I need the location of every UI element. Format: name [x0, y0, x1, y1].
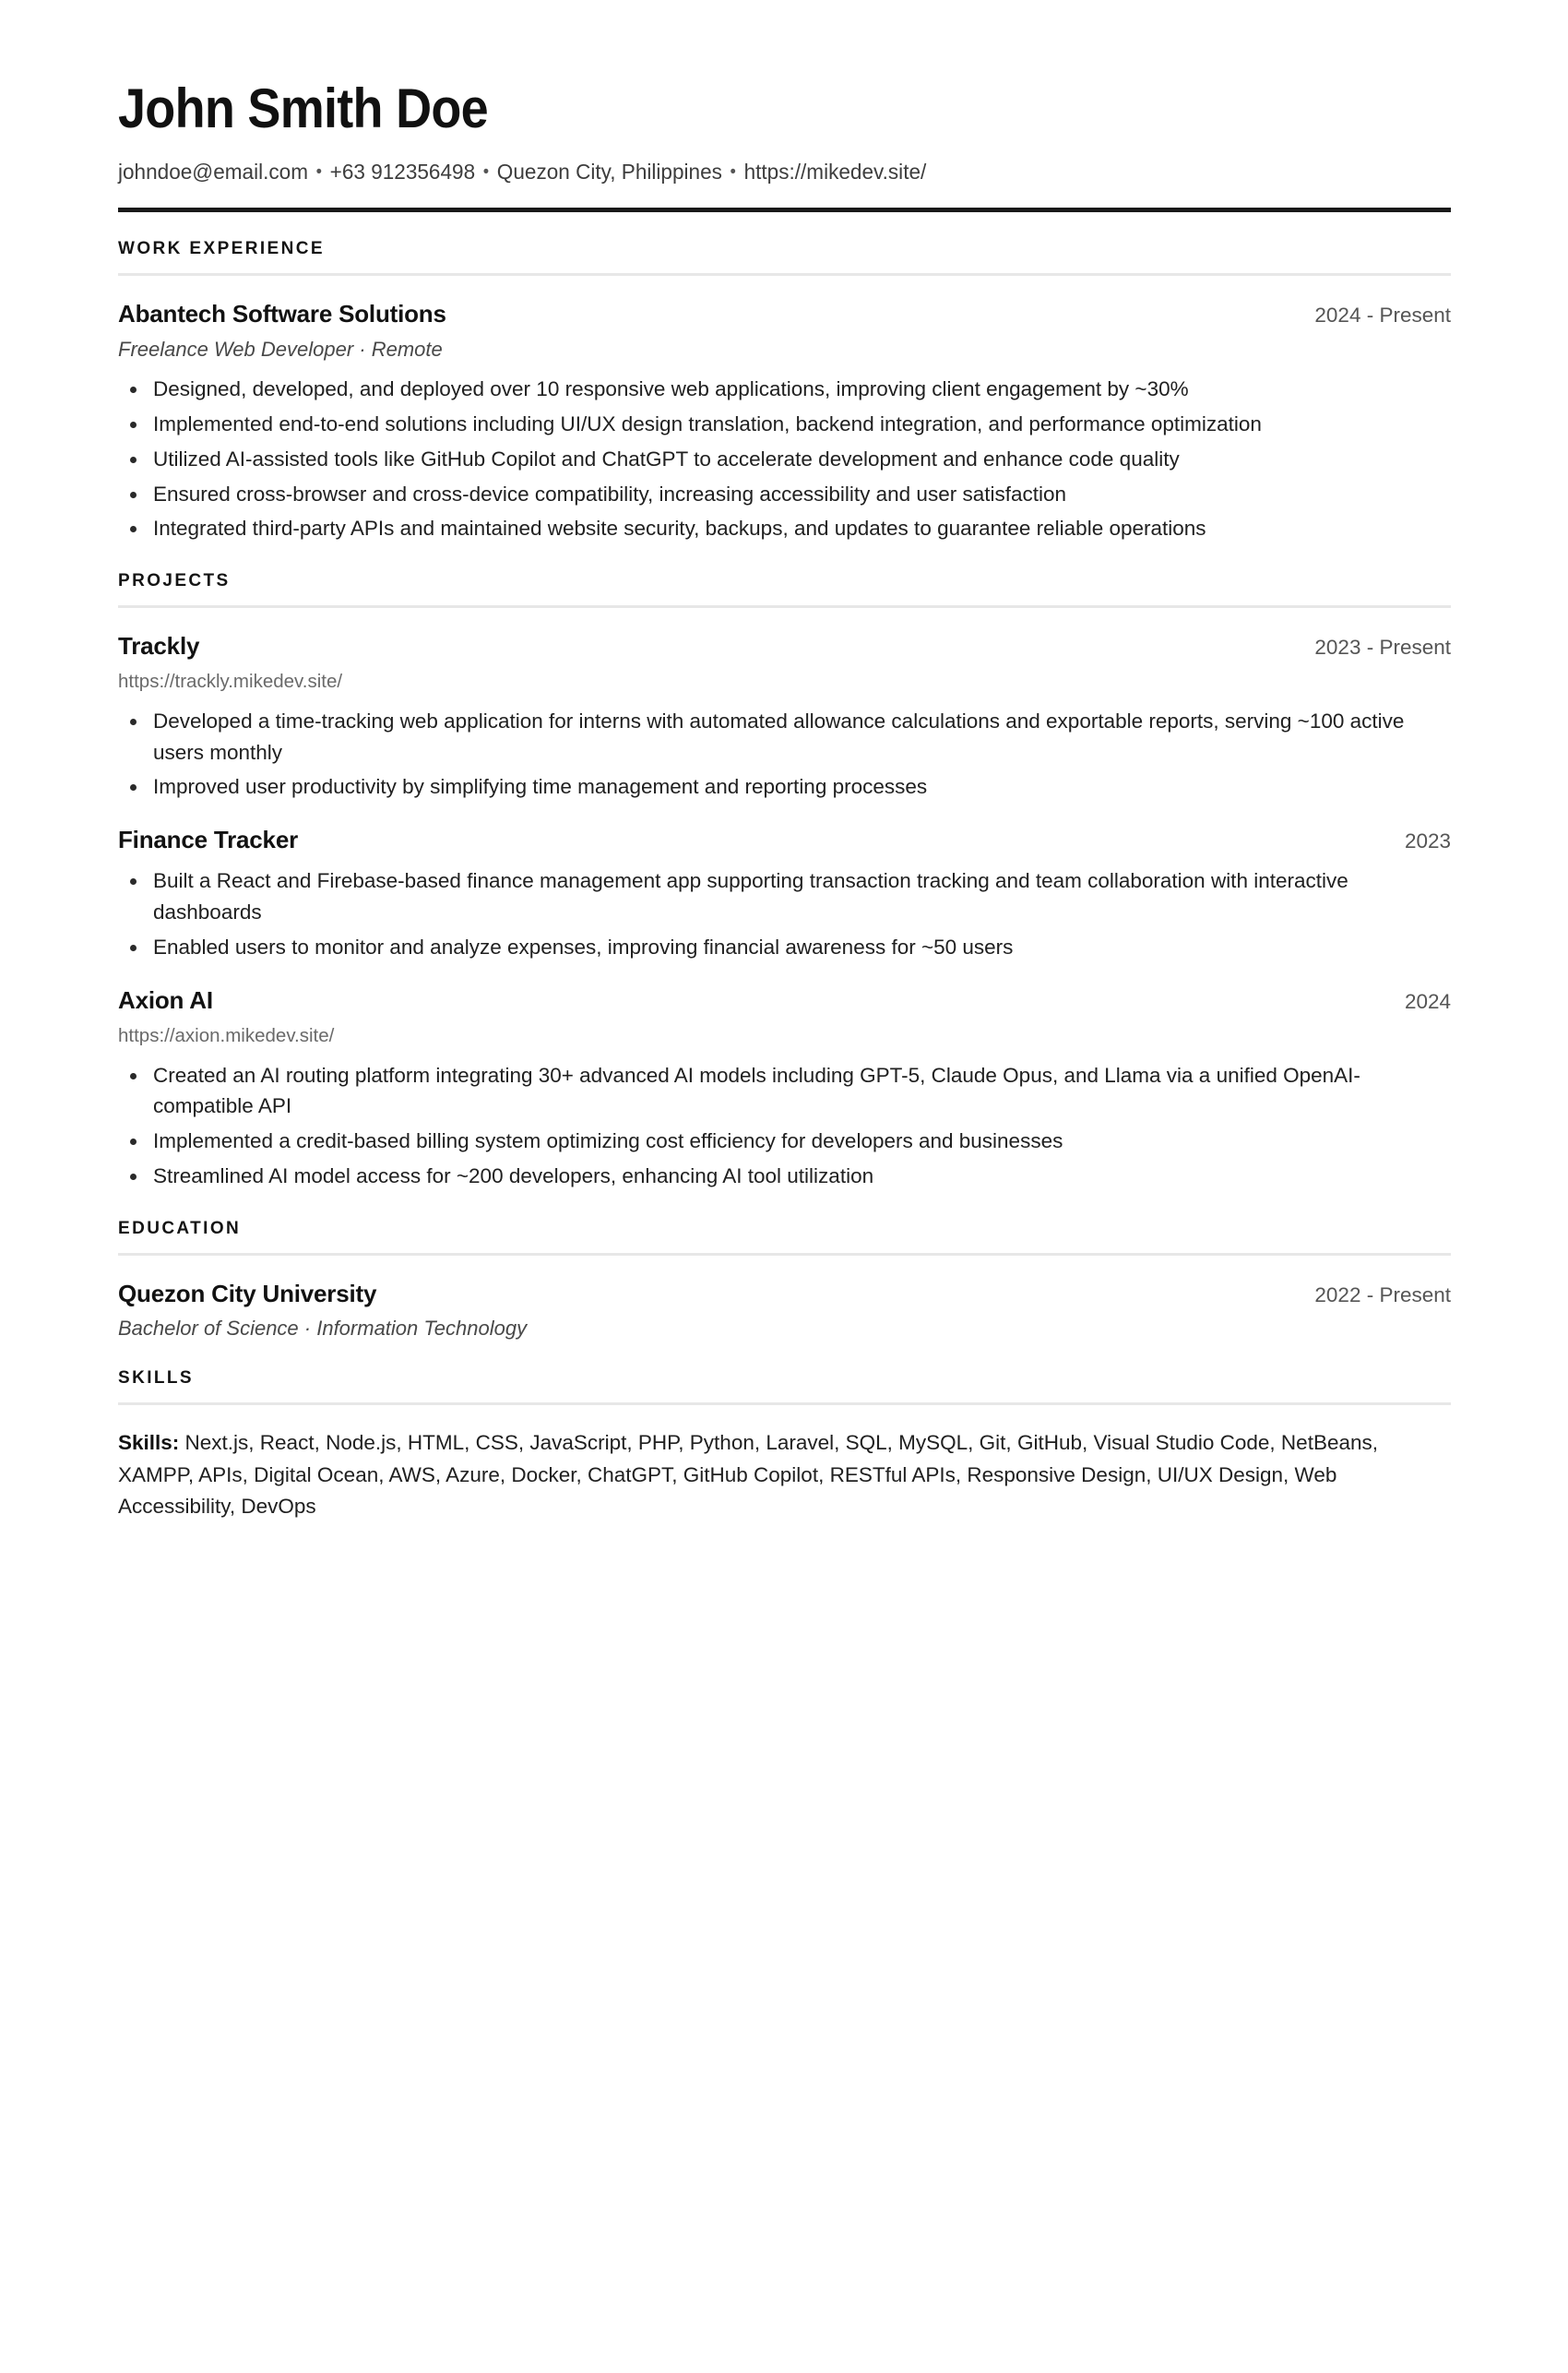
contact-website[interactable]: https://mikedev.site/ — [743, 159, 927, 184]
project-name: Trackly — [118, 632, 200, 661]
project-entry — [118, 986, 1451, 1192]
section-divider — [118, 1253, 1451, 1256]
employment-dates: 2024 - Present — [1314, 304, 1451, 328]
project-entry-header — [118, 986, 1451, 1015]
project-dates: 2023 - Present — [1314, 636, 1451, 660]
education-entry-header — [118, 1280, 1451, 1308]
contact-line — [118, 158, 1397, 186]
project-name: Finance Tracker — [118, 826, 298, 854]
project-entry — [118, 826, 1451, 962]
degree-program: Bachelor of Science · Information Technology — [118, 1316, 528, 1340]
skills-paragraph — [118, 1427, 1446, 1522]
project-dates: 2023 — [1404, 829, 1451, 853]
contact-email[interactable]: johndoe@email.com — [118, 159, 308, 184]
resume-header — [118, 54, 1451, 212]
project-highlights-list — [118, 865, 1451, 962]
section-title-projects: PROJECTS — [118, 571, 231, 591]
contact-location: Quezon City, Philippines — [496, 159, 722, 184]
section-divider — [118, 273, 1451, 276]
section-projects — [118, 572, 1451, 1191]
education-entry — [118, 1280, 1451, 1342]
list-item: Integrated third-party APIs and maintained website security, backups, and updates to guarantee reliable operations — [118, 513, 1451, 544]
header-divider — [118, 208, 1451, 212]
bullet-separator-icon: • — [482, 161, 490, 182]
list-item: Developed a time-tracking web application for interns with automated allowance calculations and exportable reports, serving ~100 active users monthly — [118, 706, 1451, 769]
list-item: Ensured cross-browser and cross-device compatibility, increasing accessibility and user satisfaction — [118, 479, 1451, 510]
skills-list: Next.js, React, Node.js, HTML, CSS, JavaScript, PHP, Python, Laravel, SQL, MySQL, Git, GitHub, Visual Studio Code, NetBeans, XAMPP, APIs, Digital Ocean, AWS, Azure, Docker, ChatGPT, GitHub Copilot, RESTful APIs, Responsive Design, UI/UX Design, Web Accessibility, DevOps — [118, 1431, 1378, 1518]
project-name: Axion AI — [118, 985, 213, 1014]
project-dates: 2024 — [1404, 989, 1451, 1013]
list-item: Improved user productivity by simplifying time management and reporting processes — [118, 771, 1451, 803]
bullet-separator-icon: • — [315, 161, 323, 182]
section-divider — [118, 1402, 1451, 1405]
section-education — [118, 1220, 1451, 1342]
list-item: Utilized AI-assisted tools like GitHub Copilot and ChatGPT to accelerate development and enhance code quality — [118, 444, 1451, 475]
section-work-experience — [118, 240, 1451, 544]
list-item: Designed, developed, and deployed over 10 responsive web applications, improving client engagement by ~30% — [118, 374, 1451, 405]
skills-label: Skills: — [118, 1431, 180, 1455]
project-entry-header — [118, 826, 1451, 854]
list-item: Implemented a credit-based billing system optimizing cost efficiency for developers and businesses — [118, 1126, 1451, 1157]
work-entry — [118, 300, 1451, 544]
employer-name: Abantech Software Solutions — [118, 300, 446, 328]
project-url[interactable]: https://trackly.mikedev.site/ — [118, 671, 343, 693]
section-title-skills: SKILLS — [118, 1368, 194, 1389]
education-dates: 2022 - Present — [1314, 1282, 1451, 1306]
project-url[interactable]: https://axion.mikedev.site/ — [118, 1024, 335, 1046]
work-responsibilities-list — [118, 374, 1451, 544]
project-highlights-list — [118, 1060, 1451, 1192]
list-item: Enabled users to monitor and analyze expenses, improving financial awareness for ~50 users — [118, 932, 1451, 963]
section-skills — [118, 1369, 1451, 1522]
list-item: Built a React and Firebase-based finance management app supporting transaction tracking and team collaboration with interactive dashboards — [118, 865, 1451, 928]
list-item: Streamlined AI model access for ~200 developers, enhancing AI tool utilization — [118, 1161, 1451, 1192]
section-title-education: EDUCATION — [118, 1218, 242, 1238]
work-entry-header — [118, 300, 1451, 328]
section-divider — [118, 605, 1451, 608]
project-entry-header — [118, 632, 1451, 661]
project-highlights-list — [118, 706, 1451, 803]
bullet-separator-icon: • — [730, 161, 736, 182]
school-name: Quezon City University — [118, 1279, 377, 1307]
list-item: Implemented end-to-end solutions including UI/UX design translation, backend integration, and performance optimization — [118, 409, 1451, 440]
contact-phone[interactable]: +63 912356498 — [329, 159, 476, 184]
project-entry — [118, 632, 1451, 803]
section-title-work: WORK EXPERIENCE — [118, 239, 325, 259]
job-title-location: Freelance Web Developer · Remote — [118, 337, 443, 361]
list-item: Created an AI routing platform integrating 30+ advanced AI models including GPT-5, Claude Opus, and Llama via a unified OpenAI-compatible API — [118, 1060, 1451, 1123]
candidate-name: John Smith Doe — [118, 78, 488, 139]
